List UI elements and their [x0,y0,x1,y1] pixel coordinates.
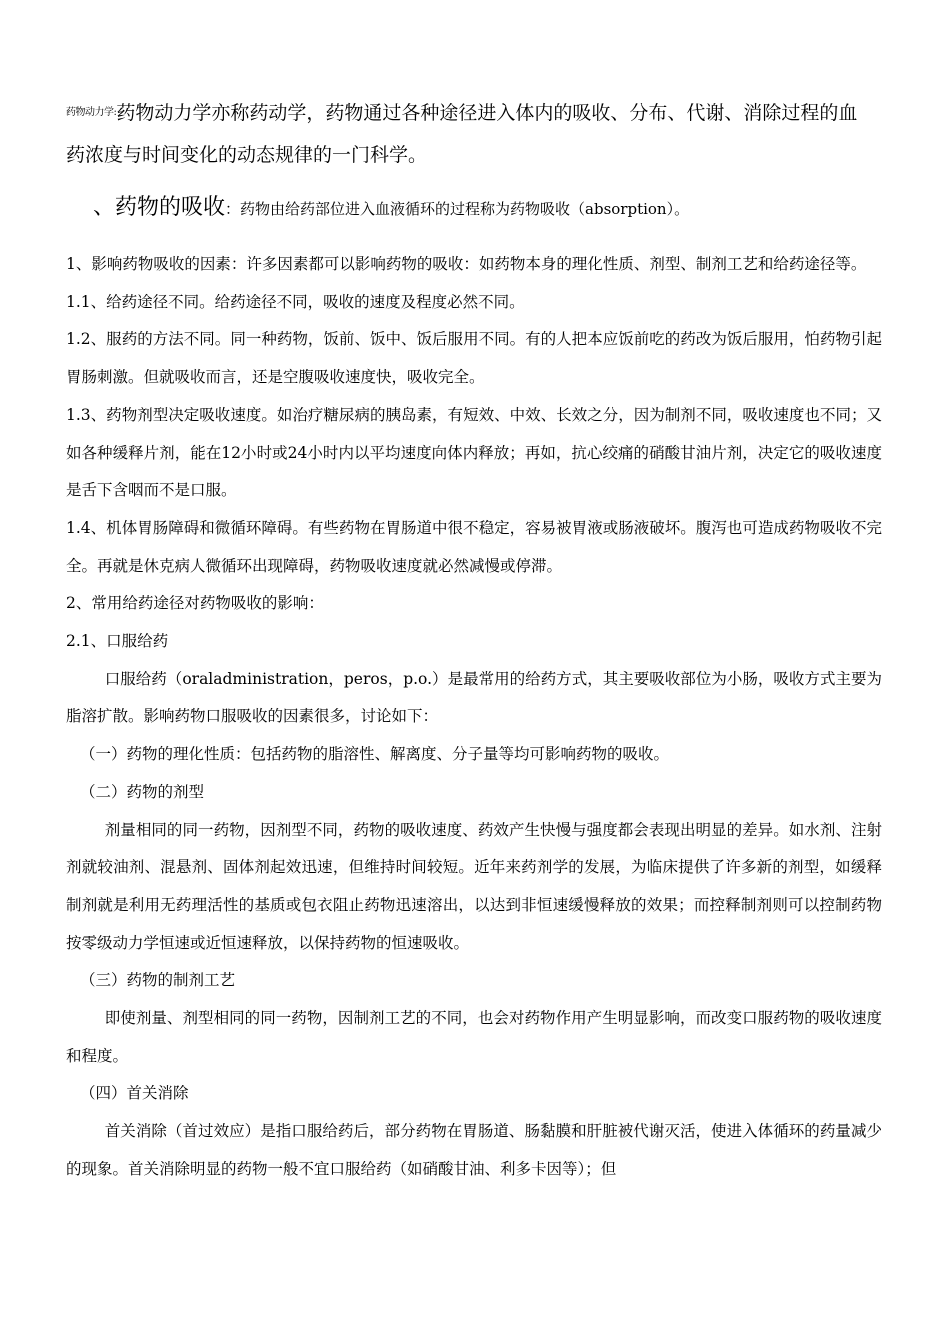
intro-text: 药物动力学亦称药动学，药物通过各种途径进入体内的吸收、分布、代谢、消除过程的血药浓度与时间变化的动态规律的一门科学。 [66,102,858,166]
paragraph-dosage-form: 剂量相同的同一药物，因剂型不同，药物的吸收速度、药效产生快慢与强度都会表现出明显的差异。如水剂、注射剂就较油剂、混悬剂、固体剂起效迅速，但维持时间较短。近年来药剂学的发展，为临床提供了许多新的剂型，如缓释制剂就是利用无药理活性的基质或包衣阻止药物迅速溶出，以达到非恒速缓慢释放的效果；而控释制剂则可以控制药物按零级动力学恒速或近恒速释放，以保持药物的恒速吸收。 [66,820,882,952]
body-text [66,246,882,1189]
section-colon: ： [225,200,241,218]
section-heading-line [93,190,893,227]
subheading-physicochemical: （一）药物的理化性质：包括药物的脂溶性、解离度、分子量等均可影响药物的吸收。 [80,745,670,764]
paragraph-oral: 口服给药（oraladministration，peros，p.o.）是最常用的给药方式，其主要吸收部位为小肠，吸收方式主要为脂溶扩散。影响药物口服吸收的因素很多，讨论如下： [66,669,882,726]
paragraph-factors: 1、影响药物吸收的因素：许多因素都可以影响药物的吸收：如药物本身的理化性质、剂型、制剂工艺和给药途径等。 [66,255,867,273]
paragraph-1-2: 1.2、服药的方法不同。同一种药物，饭前、饭中、饭后服用不同。有的人把本应饭前吃的药改为饭后服用，怕药物引起胃肠刺激。但就吸收而言，还是空腹吸收速度快，吸收完全。 [66,330,882,387]
paragraph-routes: 2、常用给药途径对药物吸收的影响： [66,594,324,613]
intro-paragraph [66,92,876,176]
section-title: 、药物的吸收 [93,195,226,220]
paragraph-preparation: 即使剂量、剂型相同的同一药物，因制剂工艺的不同，也会对药物作用产生明显影响，而改变口服药物的吸收速度和程度。 [66,1009,882,1065]
subheading-first-pass: （四）首关消除 [80,1084,189,1103]
paragraph-2-1: 2.1、口服给药 [66,632,169,651]
section-definition: 药物由给药部位进入血液循环的过程称为药物吸收（absorption）。 [240,200,690,218]
subheading-dosage-form: （二）药物的剂型 [80,782,205,801]
intro-label: 药物动力学: [66,107,117,118]
paragraph-1-4: 1.4、机体胃肠障碍和微循环障碍。有些药物在胃肠道中很不稳定，容易被胃液或肠液破坏。腹泻也可造成药物吸收不完全。再就是休克病人微循环出现障碍，药物吸收速度就必然减慢或停滞。 [66,518,882,575]
paragraph-first-pass: 首关消除（首过效应）是指口服给药后，部分药物在胃肠道、肠黏膜和肝脏被代谢灭活，使进入体循环的药量减少的现象。首关消除明显的药物一般不宜口服给药（如硝酸甘油、利多卡因等）；但 [66,1122,882,1178]
subheading-preparation: （三）药物的制剂工艺 [80,971,236,990]
paragraph-1-1: 1.1、给药途径不同。给药途径不同，吸收的速度及程度必然不同。 [66,292,525,311]
paragraph-1-3: 1.3、药物剂型决定吸收速度。如治疗糖尿病的胰岛素，有短效、中效、长效之分，因为制剂不同，吸收速度也不同；又如各种缓释片剂，能在12小时或24小时内以平均速度向体内释放；再如，抗心绞痛的硝酸甘油片剂，决定它的吸收速度是舌下含咽而不是口服。 [66,405,882,500]
